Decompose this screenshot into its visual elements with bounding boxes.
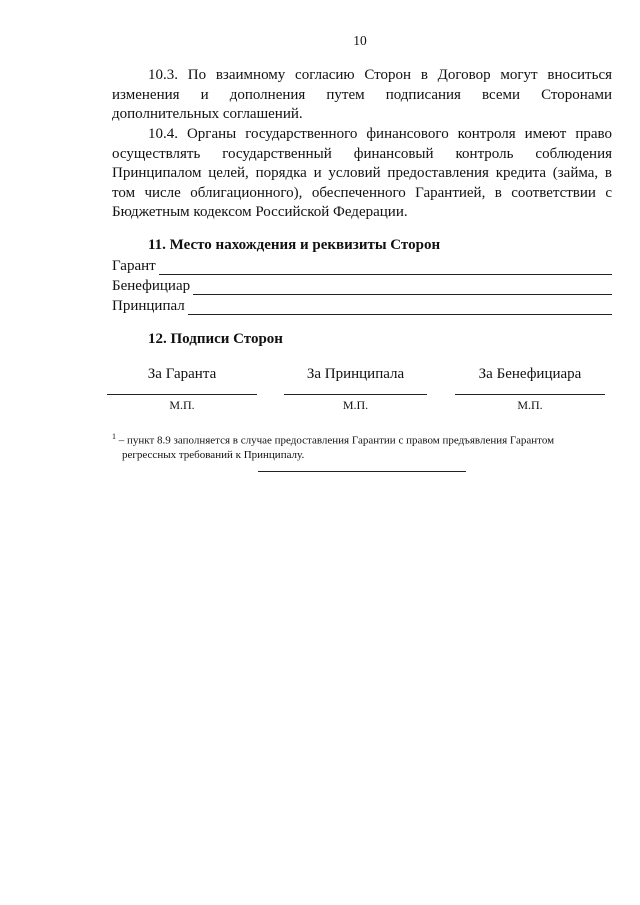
requisites-label: Принципал	[112, 298, 185, 314]
requisites-label: Гарант	[112, 258, 156, 274]
end-divider-line	[258, 471, 466, 472]
signature-label-guarantor: За Гаранта	[147, 366, 217, 382]
signature-line	[284, 394, 427, 395]
signature-label-beneficiary: За Бенефициара	[478, 366, 582, 382]
stamp-label: М.П.	[517, 398, 543, 412]
stamp-label: М.П.	[169, 398, 195, 412]
paragraph-10-4: 10.4. Органы государственного финансового контроля имеют право осуществлять государственный финансовый контроль соблюдения Принципалом целей, порядка и условий предоставления кредита (займа, в том числе облигационного), обеспеченного Гарантией, в соответствии с Бюджетным кодексом Российской Федерации.	[112, 126, 612, 220]
fill-line	[193, 282, 612, 295]
fill-line	[188, 302, 612, 315]
requisites-row-guarantor	[112, 258, 612, 275]
stamp-label: М.П.	[342, 398, 369, 412]
footnote-text: – пункт 8.9 заполняется в случае предоставления Гарантии с правом предъявления Гарантом	[116, 434, 555, 447]
footnote-marker: 1	[112, 432, 116, 441]
requisites-label: Бенефициар	[112, 278, 191, 294]
page-number: 10	[353, 33, 367, 48]
fill-line	[159, 262, 612, 275]
paragraph-10-3: 10.3. По взаимному согласию Сторон в Договор могут вноситься изменения и дополнения путем подписания всеми Сторонами дополнительных соглашений.	[112, 67, 612, 122]
signature-line	[107, 394, 257, 395]
section-12-title: 12. Подписи Сторон	[148, 331, 283, 347]
requisites-row-principal	[112, 298, 612, 315]
footnote-text-continued: регрессных требований к Принципалу.	[122, 448, 305, 461]
signature-label-principal: За Принципала	[306, 366, 405, 382]
requisites-row-beneficiary	[112, 278, 612, 295]
footnote	[112, 430, 612, 462]
section-11-title: 11. Место нахождения и реквизиты Сторон	[148, 237, 441, 253]
signature-line	[455, 394, 605, 395]
